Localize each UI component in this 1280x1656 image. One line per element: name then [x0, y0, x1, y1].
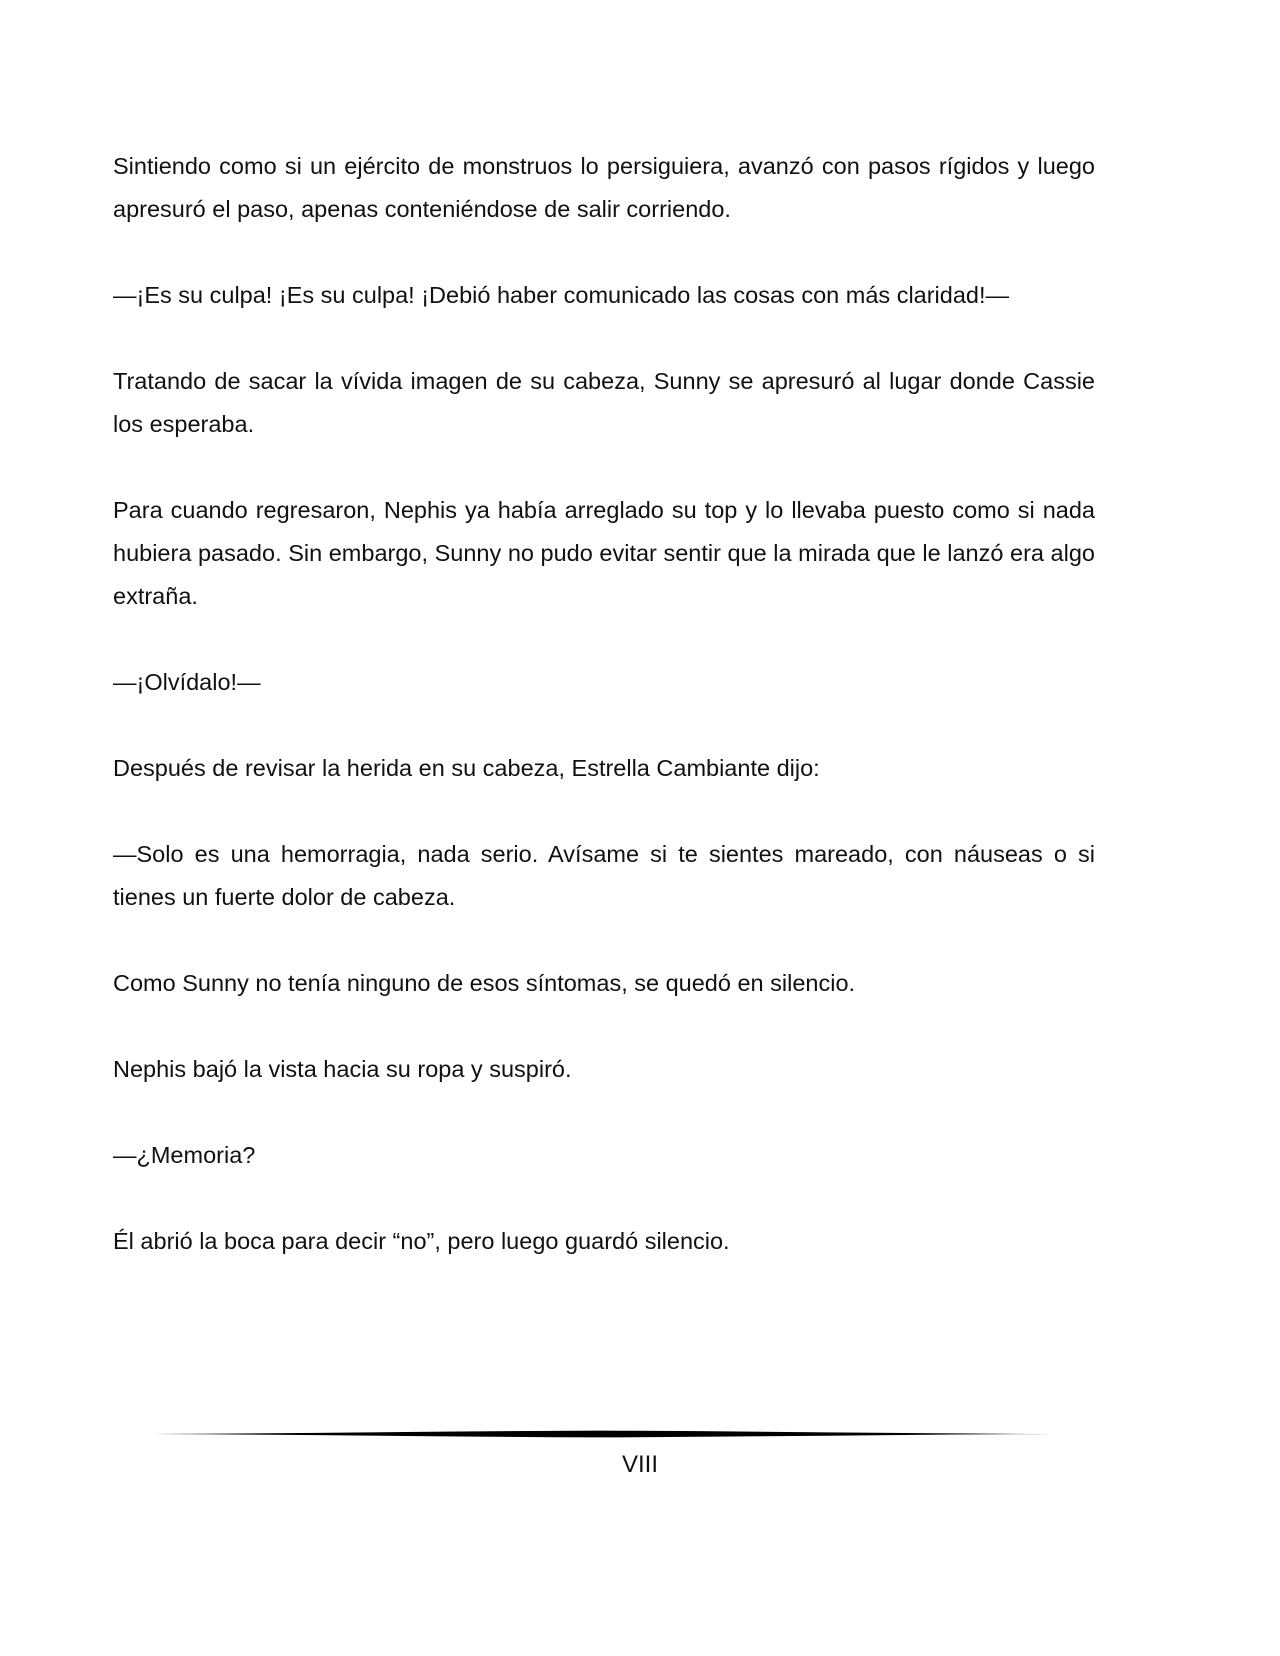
paragraph: —¡Olvídalo!—: [113, 669, 261, 695]
paragraph: Nephis bajó la vista hacia su ropa y suspiró.: [113, 1056, 572, 1082]
paragraph: —Solo es una hemorragia, nada serio. Avísame si te sientes mareado, con náuseas o si tienes un fuerte dolor de cabeza.: [113, 841, 1095, 910]
footer-divider-stroke: [152, 1431, 1052, 1438]
paragraph: Él abrió la boca para decir “no”, pero luego guardó silencio.: [113, 1228, 730, 1254]
paragraph: —¡Es su culpa! ¡Es su culpa! ¡Debió haber comunicado las cosas con más claridad!—: [113, 282, 1010, 308]
paragraph: Para cuando regresaron, Nephis ya había arreglado su top y lo llevaba puesto como si nada hubiera pasado. Sin embargo, Sunny no pudo evitar sentir que la mirada que le lanzó era algo extraña.: [113, 497, 1095, 609]
body-text: [113, 145, 1095, 1306]
footer-divider: [152, 1430, 1052, 1438]
paragraph: Después de revisar la herida en su cabeza, Estrella Cambiante dijo:: [113, 755, 820, 781]
page-number: VIII: [621, 1451, 658, 1478]
paragraph: Como Sunny no tenía ninguno de esos síntomas, se quedó en silencio.: [113, 970, 856, 996]
paragraph: —¿Memoria?: [113, 1142, 256, 1168]
paragraph: Sintiendo como si un ejército de monstruos lo persiguiera, avanzó con pasos rígidos y luego apresuró el paso, apenas conteniéndose de salir corriendo.: [113, 153, 1095, 222]
paragraph: Tratando de sacar la vívida imagen de su cabeza, Sunny se apresuró al lugar donde Cassie los esperaba.: [113, 368, 1095, 437]
